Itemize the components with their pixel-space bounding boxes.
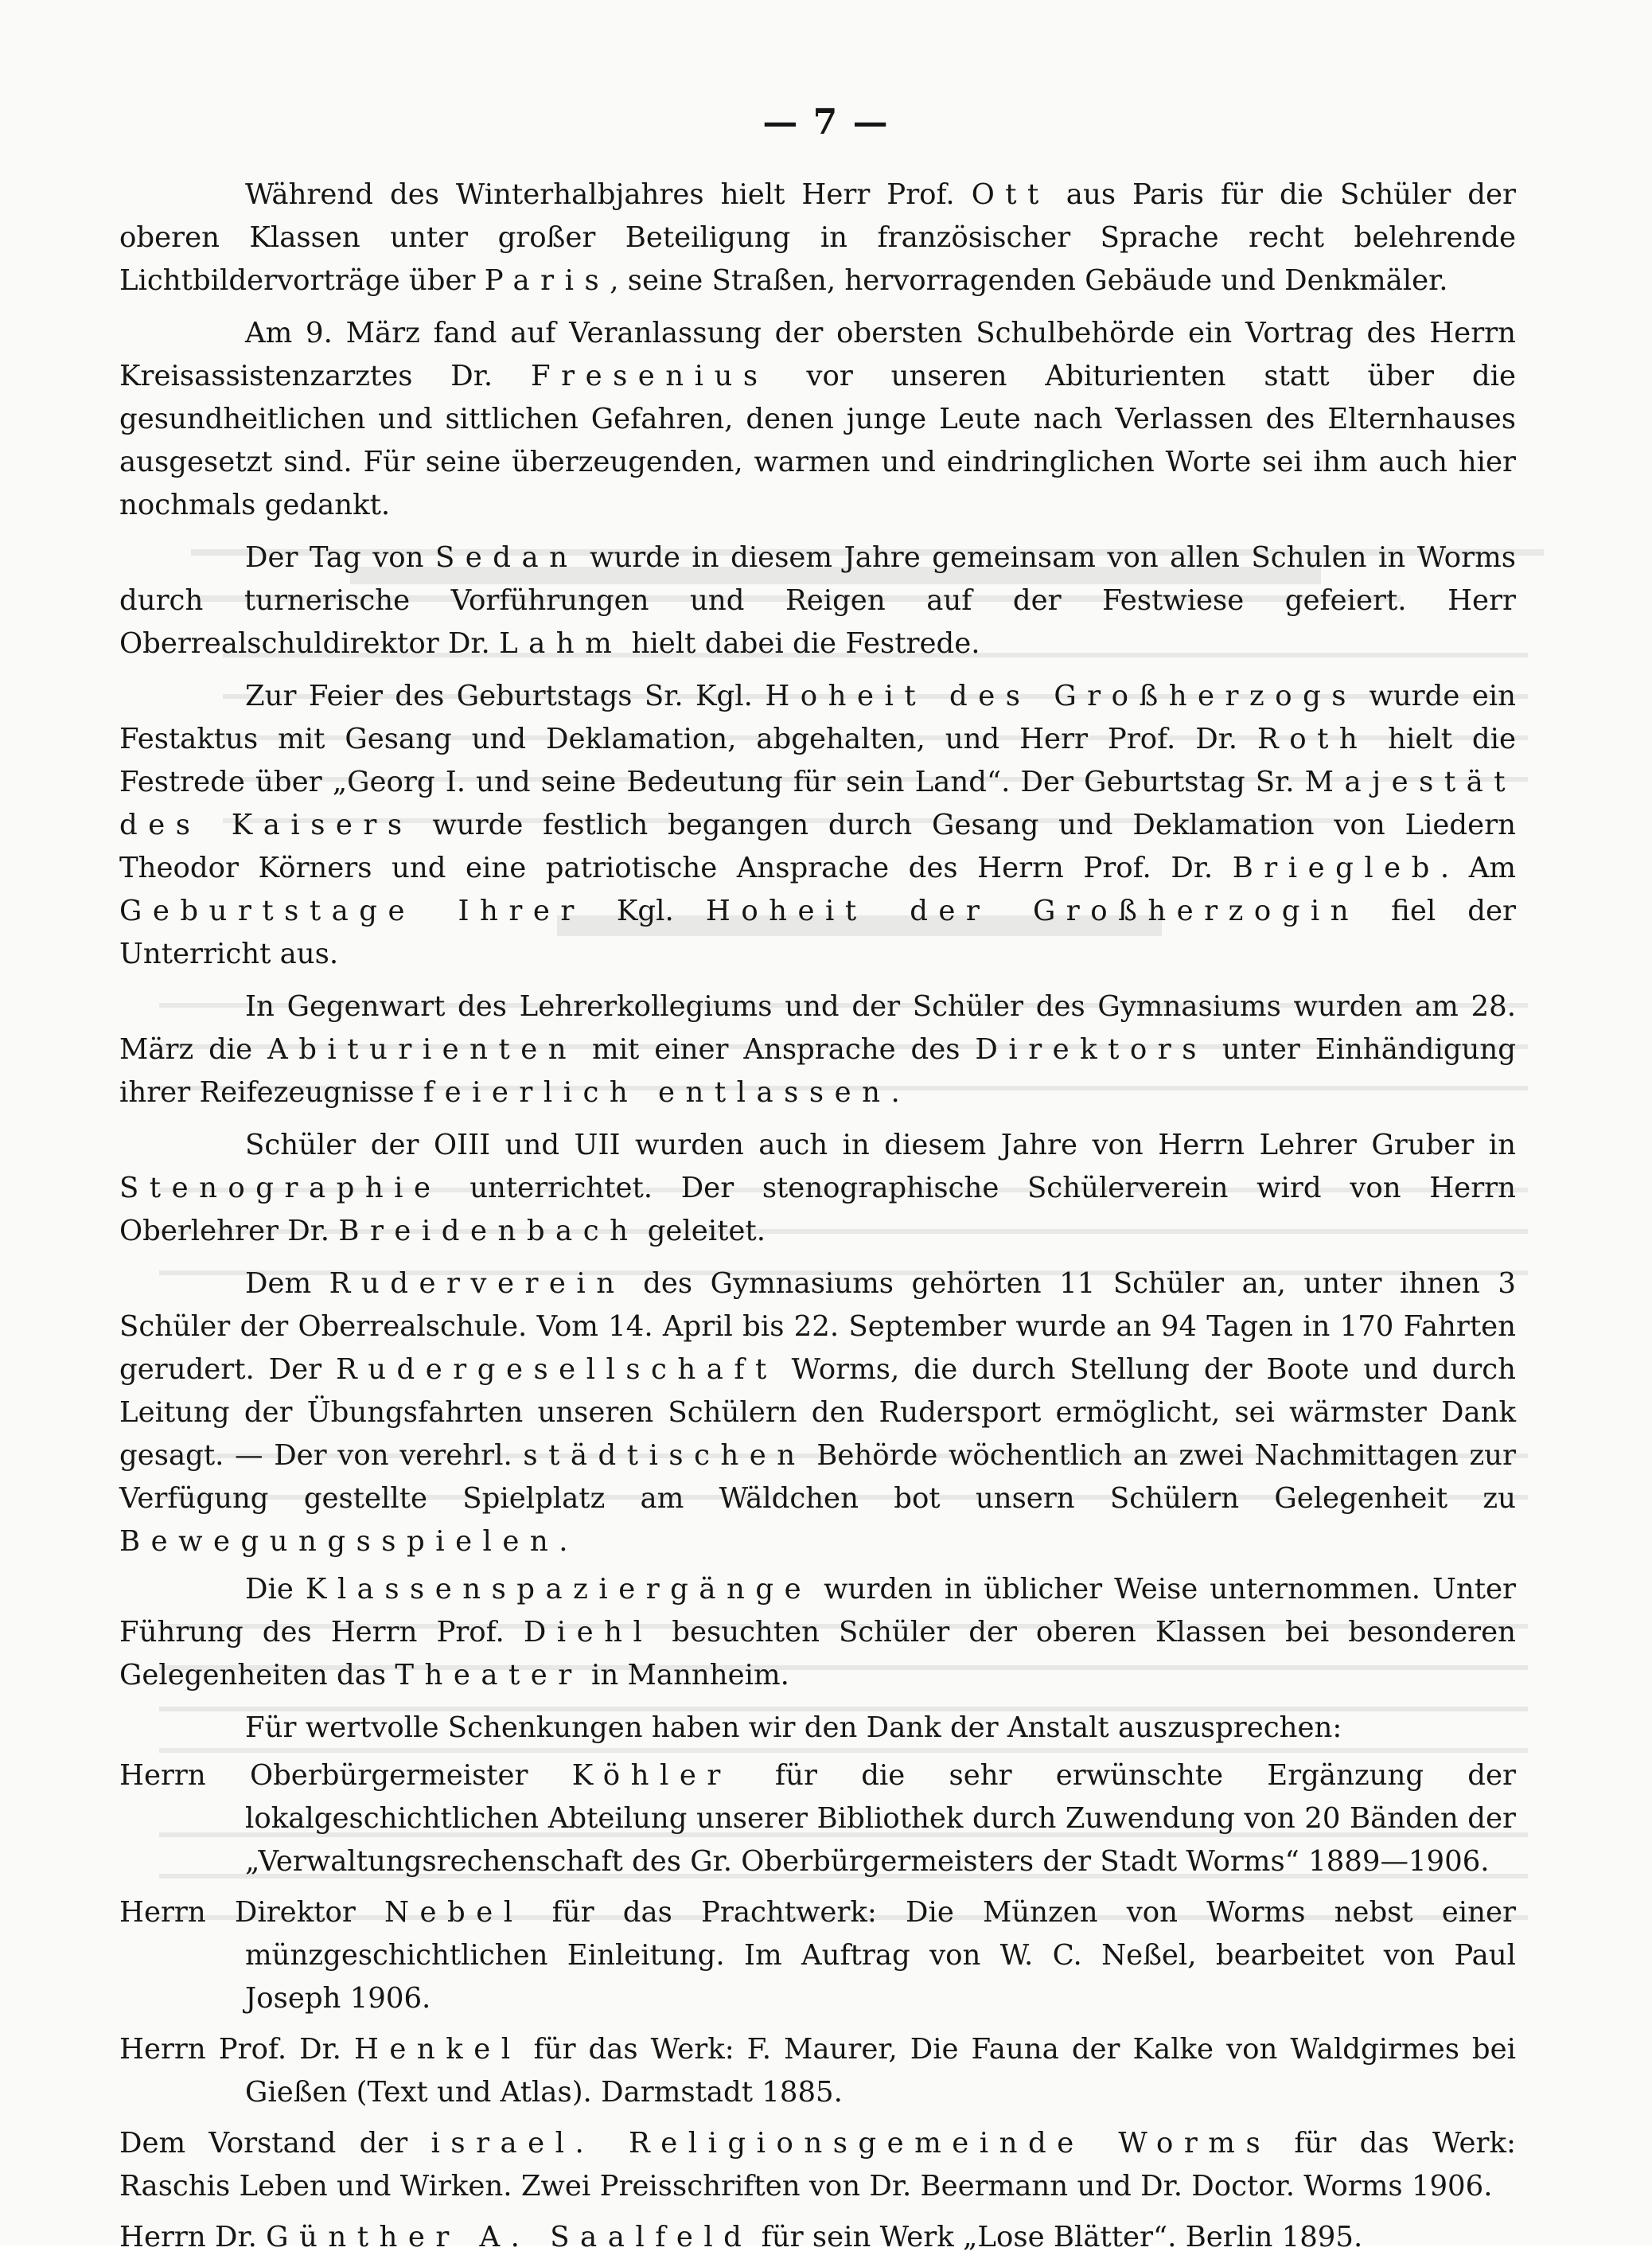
spaced-text: Abiturienten bbox=[267, 1033, 578, 1066]
spaced-name: Ott bbox=[971, 178, 1050, 211]
spaced-text: städtischen bbox=[523, 1439, 806, 1472]
text-run: für die sehr erwünschte Ergänzung der lokalgeschichtlichen Abteilung unserer Bibliothek durch Zuwendung von 20 Bänden der „Verwaltungsrechenschaft des Gr. Oberbürgermeisters der Stadt Worms“ 1889—1906. bbox=[245, 1759, 1517, 1878]
spaced-text: Rudergesellschaft bbox=[335, 1353, 777, 1386]
text-run: vor unseren Abiturienten statt über die gesundheitlichen und sittlichen Gefahren, denen junge Leute nach Verlassen des Elternhauses ausgesetzt sind. Für seine überzeugenden, warmen und eindringlichen Worte sei ihm auch hier nochmals gedankt. bbox=[119, 360, 1516, 521]
text-run: Während des Winterhalbjahres hielt Herr Prof. bbox=[245, 178, 972, 211]
spaced-title: Hoheit des Großherzogs bbox=[765, 680, 1357, 712]
paragraph-geburtstagsfeiern bbox=[119, 675, 1516, 976]
spaced-name: Nebel bbox=[384, 1896, 524, 1929]
text-run: fiel der Unterricht aus. bbox=[119, 895, 1517, 970]
text-run: aus Paris für die Schüler der oberen Klassen unter großer Beteiligung in französischer Sprache recht belehrende Lichtbildervorträge über bbox=[119, 178, 1516, 297]
text-run: wurde festlich begangen durch Gesang und Deklamation von Liedern Theodor Körners und eine patriotische Ansprache des Herrn Prof. Dr. bbox=[119, 809, 1516, 884]
paragraph-schenkungen-intro: Für wertvolle Schenkungen haben wir den Dank der Anstalt auszusprechen: bbox=[245, 1711, 1342, 1744]
paragraph-vortrag-fresenius bbox=[119, 312, 1516, 527]
text-run: Kgl. bbox=[584, 895, 706, 927]
donation-entry bbox=[119, 2122, 1516, 2208]
page-number: — 7 — bbox=[762, 102, 890, 142]
text-run: Dem Vorstand der bbox=[119, 2127, 431, 2160]
text-run: , seine Straßen, hervorragenden Gebäude und Denkmäler. bbox=[610, 264, 1448, 297]
text-run: Herrn Oberbürgermeister bbox=[119, 1759, 572, 1792]
text-run: Worms, die durch Stellung der Boote und durch Leitung der Übungsfahrten unseren Schülern den Rudersport ermöglicht, sei wärmster Dank gesagt. — Der von verehrl. bbox=[119, 1353, 1516, 1472]
text-run: für sein Werk „Lose Blätter“. Berlin 1895. bbox=[752, 2221, 1363, 2253]
text-run: . bbox=[559, 1525, 568, 1558]
spaced-name: Diehl bbox=[523, 1616, 653, 1649]
text-run: . bbox=[890, 1076, 900, 1109]
paragraph-ruderverein bbox=[119, 1262, 1516, 1563]
spaced-text: feierlich entlassen bbox=[423, 1076, 891, 1109]
text-run: Herrn Dr. bbox=[119, 2221, 267, 2253]
donation-entry bbox=[119, 2216, 1516, 2259]
spaced-text: Stenographie bbox=[119, 1172, 442, 1204]
spaced-text: Klassenspaziergänge bbox=[305, 1573, 812, 1606]
paragraph-lichtbildervortraege bbox=[119, 174, 1516, 302]
text-run: unter Einhändigung ihrer Reifezeugnisse bbox=[119, 1033, 1516, 1109]
text-run: In Gegenwart des Lehrerkollegiums und der Schüler des Gymnasiums wurden am 28. März die bbox=[119, 990, 1516, 1066]
text-run: für das Prachtwerk: Die Münzen von Worms nebst einer münzgeschichtlichen Einleitung. Im Auftrag von W. C. Neßel, bearbeitet von Paul Joseph 1906. bbox=[245, 1896, 1516, 2015]
text-run: Der Tag von bbox=[245, 541, 435, 574]
spaced-name: Köhler bbox=[571, 1759, 731, 1792]
donation-entry bbox=[119, 2028, 1516, 2114]
spaced-text: Direktors bbox=[975, 1033, 1207, 1066]
donation-entry bbox=[119, 1754, 1516, 1883]
spaced-text: Theater bbox=[395, 1659, 582, 1691]
text-run: mit einer Ansprache des bbox=[577, 1033, 976, 1066]
text-run: Dem bbox=[245, 1267, 329, 1300]
paragraph-abiturienten-entlassung bbox=[119, 985, 1516, 1114]
spaced-text: Bewegungsspielen bbox=[119, 1525, 559, 1558]
text-run: wurden in üblicher Weise unternommen. Unter Führung des Herrn Prof. bbox=[119, 1573, 1516, 1649]
paragraph-stenographie bbox=[119, 1124, 1516, 1253]
spaced-title: Geburtstage Ihrer bbox=[119, 895, 585, 927]
text-run: besuchten Schüler der oberen Klassen bei besonderen Gelegenheiten das bbox=[119, 1616, 1516, 1691]
text-run: Schüler der OIII und UII wurden auch in diesem Jahre von Herrn Lehrer Gruber in bbox=[245, 1129, 1516, 1161]
text-run: des Gymnasiums gehörten 11 Schüler an, unter ihnen 3 Schüler der Oberrealschule. Vom 14. April bis 22. September wurde an 94 Tagen in 170 Fahrten gerudert. Der bbox=[119, 1267, 1516, 1386]
spaced-text: Ruderverein bbox=[329, 1267, 625, 1300]
text-run: Zur Feier des Geburtstags Sr. Kgl. bbox=[245, 680, 766, 712]
spaced-place: Paris bbox=[484, 264, 610, 297]
spaced-name: Fresenius bbox=[530, 360, 769, 392]
spaced-name: Henkel bbox=[353, 2033, 521, 2066]
text-run: in Mannheim. bbox=[582, 1659, 789, 1691]
text-run: geleitet. bbox=[638, 1215, 766, 1247]
text-run: unterrichtet. Der stenographische Schülerverein wird von Herrn Oberlehrer Dr. bbox=[119, 1172, 1516, 1247]
spaced-name: Breidenbach bbox=[338, 1215, 639, 1247]
text-run: für das Werk: Raschis Leben und Wirken. Zwei Preisschriften von Dr. Beermann und Dr. Doctor. Worms 1906. bbox=[119, 2127, 1517, 2203]
text-run: Herrn Direktor bbox=[119, 1896, 384, 1929]
spaced-name: Briegleb bbox=[1232, 852, 1440, 884]
spaced-name: israel. Religionsgemeinde Worms bbox=[431, 2127, 1272, 2160]
text-run: Herrn Prof. Dr. bbox=[119, 2033, 354, 2066]
spaced-name: Günther A. Saalfeld bbox=[266, 2221, 753, 2253]
paragraph-klassenspaziergaenge bbox=[119, 1568, 1516, 1697]
text-run: hielt dabei die Festrede. bbox=[622, 627, 980, 660]
spaced-name: Roth bbox=[1257, 723, 1369, 755]
text-run: . Am bbox=[1440, 852, 1516, 884]
text-run: wurde ein Festaktus mit Gesang und Deklamation, abgehalten, und Herr Prof. Dr. bbox=[119, 680, 1517, 755]
text-run: wurde in diesem Jahre gemeinsam von allen Schulen in Worms durch turnerische Vorführungen und Reigen auf der Festwiese gefeiert. Herr Oberrealschuldirektor Dr. bbox=[119, 541, 1516, 660]
text-run: Am 9. März fand auf Veranlassung der obersten Schulbehörde ein Vortrag des Herrn Kreisassistenzarztes Dr. bbox=[119, 317, 1516, 392]
paragraph-sedantag bbox=[119, 537, 1516, 665]
text-run: für das Werk: F. Maurer, Die Fauna der Kalke von Waldgirmes bei Gießen (Text und Atlas). Darmstadt 1885. bbox=[245, 2033, 1516, 2109]
spaced-name: Lahm bbox=[499, 627, 623, 660]
spaced-title: Hoheit der Großherzogin bbox=[705, 895, 1360, 927]
spaced-place: Sedan bbox=[434, 541, 579, 574]
spaced-title: Majestät des Kaisers bbox=[119, 766, 1516, 841]
text-run: Behörde wöchentlich an zwei Nachmittagen zur Verfügung gestellte Spielplatz am Wäldchen bot unsern Schülern Gelegenheit zu bbox=[119, 1439, 1517, 1515]
text-run: Die bbox=[245, 1573, 306, 1606]
text-run: hielt die Festrede über „Georg I. und seine Bedeutung für sein Land“. Der Geburtstag Sr. bbox=[119, 723, 1516, 798]
donation-entry bbox=[119, 1891, 1516, 2020]
body-text bbox=[119, 174, 1516, 2267]
